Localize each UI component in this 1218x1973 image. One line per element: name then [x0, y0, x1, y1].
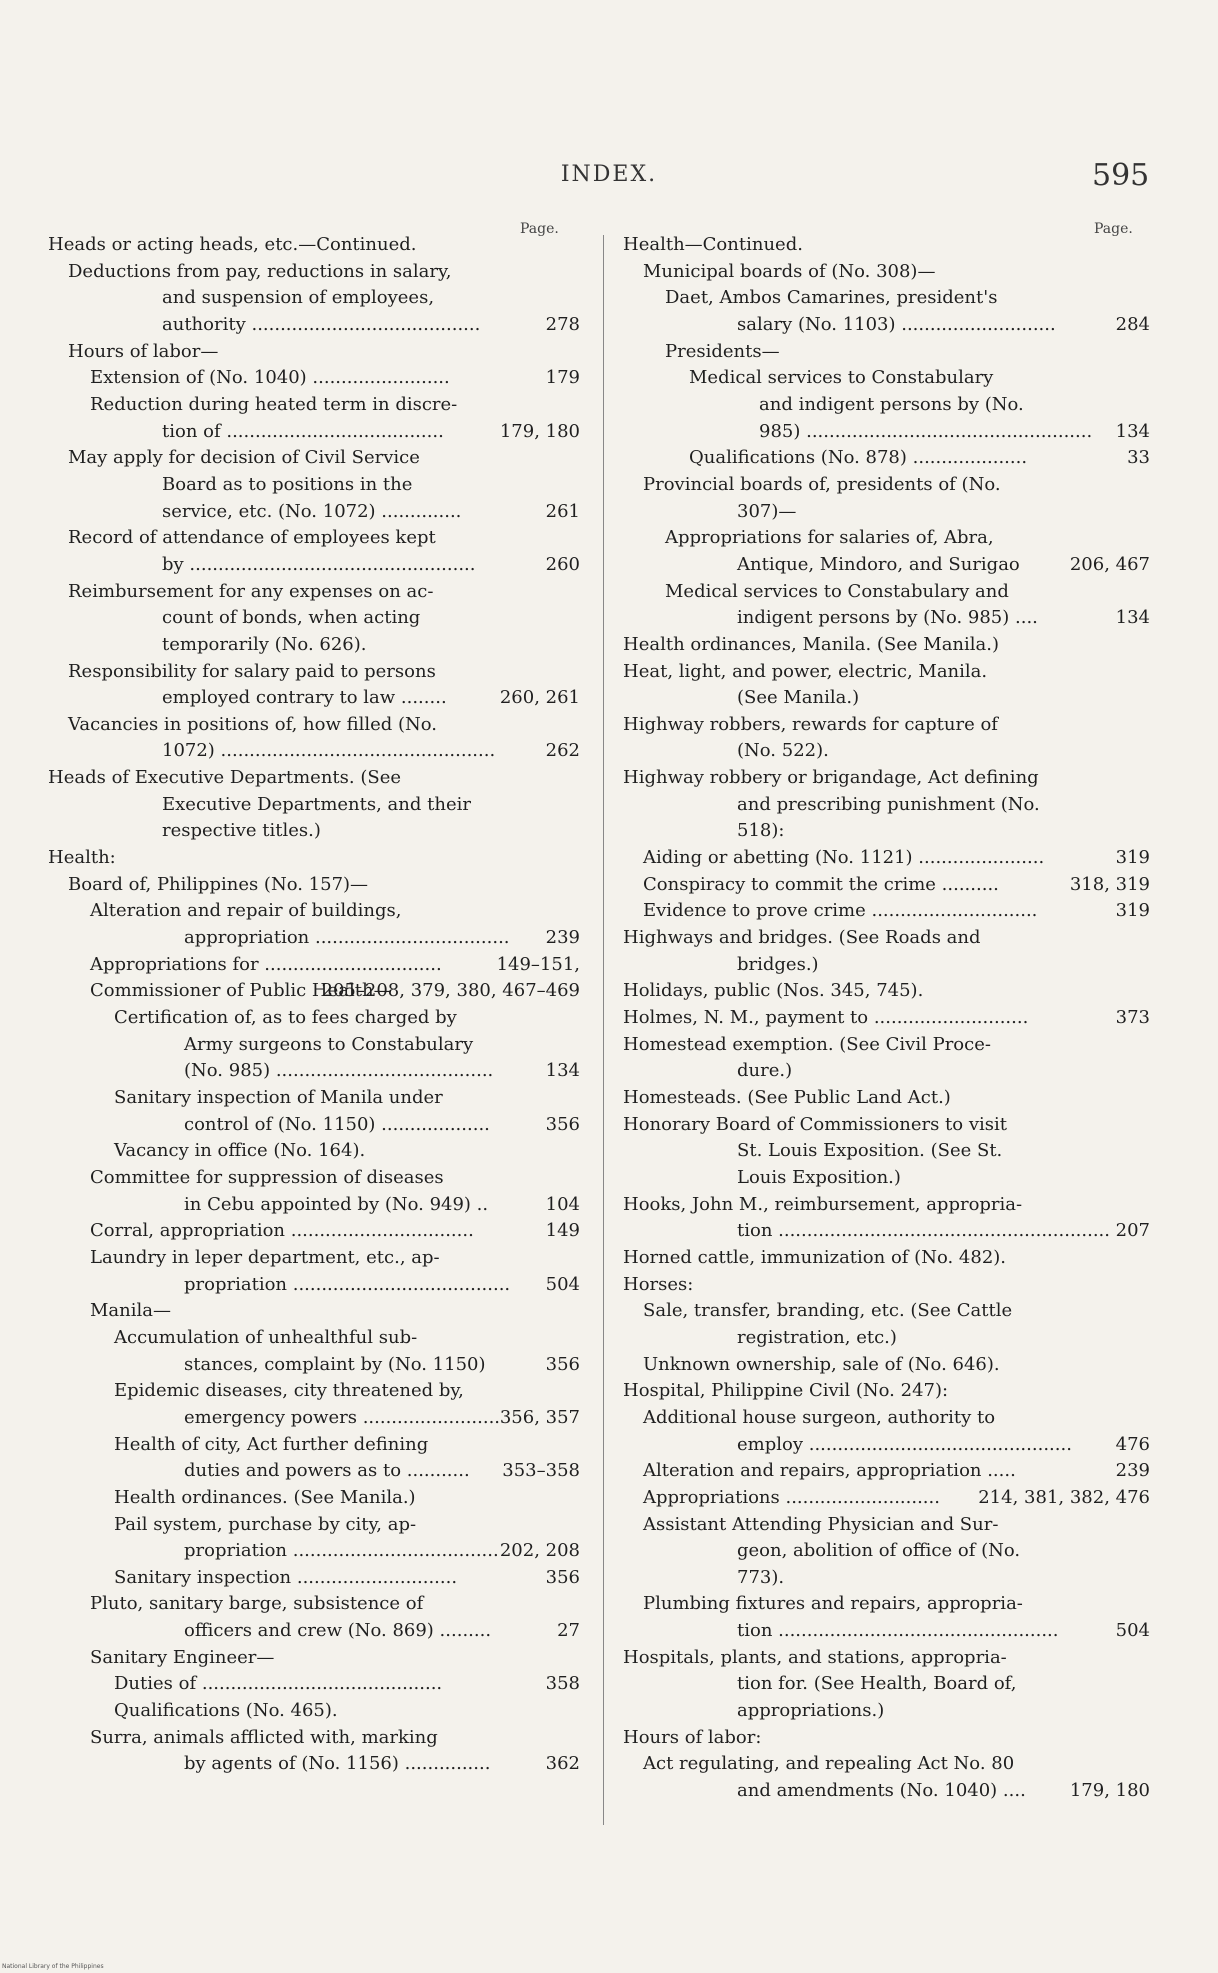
- index-entry-line: [623, 1298, 1150, 1325]
- entry-text: Horses:: [623, 1273, 694, 1295]
- index-entry-line: [48, 1218, 580, 1245]
- index-entry-line: [48, 605, 580, 632]
- entry-text: Alteration and repairs, appropriation .....: [643, 1460, 1016, 1482]
- entry-page-ref: 504: [545, 1273, 580, 1295]
- entry-page-ref: 318, 319: [1069, 873, 1150, 895]
- index-entry-line: [623, 472, 1150, 499]
- index-entry-line: [623, 898, 1150, 925]
- entry-text: Heat, light, and power, electric, Manila.: [623, 660, 988, 682]
- index-entry-line: [623, 1432, 1150, 1459]
- entry-text: geon, abolition of office of (No.: [737, 1540, 1021, 1562]
- entry-text: 307)—: [737, 500, 797, 522]
- entry-text: Horned cattle, immunization of (No. 482).: [623, 1246, 1007, 1268]
- entry-text: Reimbursement for any expenses on ac-: [68, 580, 434, 602]
- entry-text: Louis Exposition.): [737, 1166, 901, 1188]
- index-entry-line: [623, 712, 1150, 739]
- index-entry-line: [48, 1725, 580, 1752]
- entry-text: duties and powers as to ...........: [184, 1460, 470, 1482]
- index-entry-line: [623, 1352, 1150, 1379]
- index-entry-line: [48, 1671, 580, 1698]
- entry-text: tion ..........................................................: [737, 1220, 1110, 1242]
- entry-text: Highway robbers, rewards for capture of: [623, 713, 998, 735]
- entry-text: Heads or acting heads, etc.—Continued.: [48, 234, 417, 255]
- entry-page-ref: 206, 467: [1069, 553, 1150, 575]
- index-entry-line: [623, 1458, 1150, 1485]
- entry-page-ref: 373: [1115, 1007, 1150, 1029]
- index-entry-line: [48, 712, 580, 739]
- index-entry-line: [48, 445, 580, 472]
- entry-text: Conspiracy to commit the crime ..........: [643, 873, 999, 895]
- index-entry-line: [48, 898, 580, 925]
- entry-text: Health of city, Act further defining: [114, 1433, 429, 1455]
- index-entry-line: [623, 1591, 1150, 1618]
- index-entry-line: [48, 1378, 580, 1405]
- index-entry-line: [48, 1618, 580, 1645]
- index-entry-line: [48, 1565, 580, 1592]
- entry-text: tion of ......................................: [162, 420, 444, 442]
- entry-text: Commissioner of Public Health—: [90, 980, 392, 1002]
- entry-text: Board as to positions in the: [162, 473, 413, 495]
- page-number: 595: [1092, 158, 1150, 193]
- index-entry-line: [623, 1618, 1150, 1645]
- entry-text: and amendments (No. 1040) ....: [737, 1780, 1026, 1802]
- index-entry-line: [48, 525, 580, 552]
- index-entry-line: [623, 1512, 1150, 1539]
- index-entry-line: [48, 579, 580, 606]
- entry-text: Responsibility for salary paid to persons: [68, 660, 436, 682]
- entry-page-ref: 239: [1115, 1460, 1150, 1482]
- index-entry-line: [48, 339, 580, 366]
- index-entry-line: [623, 1485, 1150, 1512]
- index-entry-line: [48, 1005, 580, 1032]
- entry-text: Evidence to prove crime .............................: [643, 900, 1038, 922]
- index-entry-line: [48, 1591, 580, 1618]
- index-entry-line: [623, 1778, 1150, 1805]
- entry-text: temporarily (No. 626).: [162, 633, 367, 655]
- index-entry-line: [623, 632, 1150, 659]
- page-column-label-right: Page.: [1094, 221, 1133, 237]
- entry-text: by agents of (No. 1156) ...............: [184, 1753, 491, 1775]
- index-entry-line: [623, 1725, 1150, 1752]
- entry-text: Heads of Executive Departments. (See: [48, 767, 401, 789]
- entry-text: tion for. (See Health, Board of,: [737, 1673, 1017, 1695]
- index-entry-line: [623, 1378, 1150, 1405]
- entry-text: 985) ..................................................: [759, 420, 1093, 442]
- entry-text: 518):: [737, 820, 785, 842]
- index-entry-line: [48, 1645, 580, 1672]
- index-entry-line: [48, 1032, 580, 1059]
- entry-page-ref: 134: [545, 1060, 580, 1082]
- entry-page-ref: 179: [545, 367, 580, 389]
- entry-text: Pail system, purchase by city, ap-: [114, 1513, 417, 1535]
- entry-text: Deductions from pay, reductions in salary,: [68, 260, 452, 282]
- entry-text: propriation ....................................: [184, 1540, 499, 1562]
- entry-text: Medical services to Constabulary: [689, 367, 994, 389]
- entry-text: Health ordinances, Manila. (See Manila.): [623, 633, 1000, 655]
- index-entry-line: [623, 365, 1150, 392]
- entry-text: registration, etc.): [737, 1326, 897, 1348]
- entry-page-ref: 33: [1127, 447, 1150, 469]
- entry-text: Presidents—: [665, 340, 780, 362]
- index-entry-line: [48, 232, 580, 259]
- entry-text: Appropriations ...........................: [643, 1486, 940, 1508]
- index-entry-line: [623, 685, 1150, 712]
- entry-text: indigent persons by (No. 985) ....: [737, 607, 1038, 629]
- index-entry-line: [48, 1058, 580, 1085]
- entry-text: Health ordinances. (See Manila.): [114, 1486, 416, 1508]
- entry-text: Act regulating, and repealing Act No. 80: [643, 1753, 1015, 1775]
- index-entry-line: [48, 1698, 580, 1725]
- index-entry-line: [48, 285, 580, 312]
- entry-text: employ ..............................................: [737, 1433, 1072, 1455]
- entry-text: respective titles.): [162, 820, 321, 842]
- entry-text: Army surgeons to Constabulary: [184, 1033, 474, 1055]
- entry-text: Hours of labor:: [623, 1726, 762, 1748]
- entry-text: Sanitary inspection of Manila under: [114, 1087, 443, 1108]
- index-entry-line: [623, 605, 1150, 632]
- entry-text: by ..................................................: [162, 553, 476, 575]
- entry-text: Appropriations for salaries of, Abra,: [665, 527, 994, 549]
- footer-credit: National Library of the Philippines: [2, 1963, 104, 1970]
- entry-text: (No. 985) ......................................: [184, 1060, 494, 1082]
- index-entry-line: [623, 312, 1150, 339]
- index-entry-line: [48, 312, 580, 339]
- entry-text: Appropriations for ...............................: [90, 953, 442, 975]
- index-entry-line: [623, 1112, 1150, 1139]
- entry-text: appropriation ..................................: [184, 927, 510, 949]
- index-entry-line: [48, 1751, 580, 1778]
- entry-text: control of (No. 1150) ...................: [184, 1113, 490, 1135]
- entry-text: May apply for decision of Civil Service: [68, 447, 420, 469]
- index-entry-line: [623, 1058, 1150, 1085]
- entry-page-ref: 356, 357: [499, 1406, 580, 1428]
- entry-text: Vacancies in positions of, how filled (No.: [68, 713, 438, 735]
- entry-page-ref: 356: [545, 1566, 580, 1588]
- entry-text: and indigent persons by (No.: [759, 393, 1024, 415]
- entry-text: Provincial boards of, presidents of (No.: [643, 473, 1001, 495]
- index-heading: INDEX.: [560, 162, 658, 187]
- index-entry-line: [48, 1538, 580, 1565]
- index-entry-line: [48, 1165, 580, 1192]
- entry-page-ref: 262: [545, 740, 580, 762]
- entry-page-ref: 260: [545, 553, 580, 575]
- entry-text: Assistant Attending Physician and Sur-: [643, 1513, 999, 1535]
- index-entry-line: [623, 1192, 1150, 1219]
- index-entry-line: [48, 392, 580, 419]
- entry-text: Holmes, N. M., payment to ...........................: [623, 1007, 1029, 1029]
- entry-text: Highway robbery or brigandage, Act defining: [623, 767, 1039, 789]
- index-entry-line: [623, 1138, 1150, 1165]
- entry-text: emergency powers ........................: [184, 1406, 501, 1428]
- entry-text: Executive Departments, and their: [162, 793, 471, 815]
- entry-page-ref: 239: [545, 927, 580, 949]
- index-entry-line: [623, 419, 1150, 446]
- index-entry-line: [48, 1325, 580, 1352]
- index-entry-line: [623, 392, 1150, 419]
- right-index-column: [623, 232, 1150, 1805]
- entry-page-ref: 356: [545, 1353, 580, 1375]
- entry-text: (See Manila.): [737, 687, 860, 709]
- entry-text: Honorary Board of Commissioners to visit: [623, 1113, 1007, 1135]
- entry-page-ref: 134: [1115, 607, 1150, 629]
- entry-text: Plumbing fixtures and repairs, appropria-: [643, 1593, 1023, 1615]
- index-entry-line: [48, 1245, 580, 1272]
- index-entry-line: [623, 1032, 1150, 1059]
- entry-text: Manila—: [90, 1300, 171, 1322]
- entry-page-ref: 504: [1115, 1620, 1150, 1642]
- index-entry-line: [623, 259, 1150, 286]
- entry-text: Hours of labor—: [68, 340, 219, 362]
- entry-text: Certification of, as to fees charged by: [114, 1007, 457, 1029]
- entry-text: Antique, Mindoro, and Surigao: [737, 553, 1020, 575]
- page-column-label-left: Page.: [520, 221, 559, 237]
- index-entry-line: [48, 792, 580, 819]
- index-entry-line: [48, 499, 580, 526]
- index-entry-line: [48, 1485, 580, 1512]
- entry-text: tion .................................................: [737, 1620, 1059, 1642]
- entry-text: Holidays, public (Nos. 345, 745).: [623, 980, 924, 1002]
- index-entry-line: [48, 925, 580, 952]
- index-entry-line: [48, 1298, 580, 1325]
- entry-text: Pluto, sanitary barge, subsistence of: [90, 1593, 424, 1615]
- column-divider: [603, 235, 604, 1825]
- index-entry-line: [623, 925, 1150, 952]
- index-entry-line: [623, 552, 1150, 579]
- entry-text: Sale, transfer, branding, etc. (See Cattle: [643, 1300, 1013, 1322]
- index-entry-line: [48, 845, 580, 872]
- index-entry-line: [48, 472, 580, 499]
- entry-page-ref: 284: [1115, 313, 1150, 335]
- entry-text: count of bonds, when acting: [162, 607, 421, 629]
- entry-page-ref: 179, 180: [1069, 1780, 1150, 1802]
- entry-text: service, etc. (No. 1072) ..............: [162, 500, 462, 522]
- index-entry-line: [623, 1698, 1150, 1725]
- index-entry-line: [48, 818, 580, 845]
- entry-text: Health—Continued.: [623, 234, 803, 255]
- entry-text: bridges.): [737, 953, 819, 975]
- entry-page-ref: 356: [545, 1113, 580, 1135]
- entry-text: Record of attendance of employees kept: [68, 527, 436, 549]
- index-entry-line: [48, 1432, 580, 1459]
- entry-text: Board of, Philippines (No. 157)—: [68, 873, 369, 895]
- entry-text: authority ........................................: [162, 313, 481, 335]
- index-entry-line: [48, 552, 580, 579]
- index-entry-line: [48, 952, 580, 979]
- entry-page-ref: 149: [545, 1220, 580, 1242]
- index-entry-line: [48, 738, 580, 765]
- index-entry-line: [623, 1671, 1150, 1698]
- entry-page-ref: 358: [545, 1673, 580, 1695]
- entry-text: 773).: [737, 1566, 785, 1588]
- entry-text: appropriations.): [737, 1700, 885, 1722]
- entry-text: Extension of (No. 1040) ........................: [90, 367, 450, 389]
- index-entry-line: [623, 232, 1150, 259]
- entry-text: in Cebu appointed by (No. 949) ..: [184, 1193, 489, 1215]
- index-entry-line: [623, 818, 1150, 845]
- index-entry-line: [623, 285, 1150, 312]
- entry-page-ref: 202, 208: [499, 1540, 580, 1562]
- entry-text: Sanitary inspection ............................: [114, 1566, 458, 1588]
- index-entry-line: [48, 1272, 580, 1299]
- entry-text: propriation ......................................: [184, 1273, 511, 1295]
- index-entry-line: [623, 1272, 1150, 1299]
- index-entry-line: [48, 259, 580, 286]
- entry-text: Reduction during heated term in discre-: [90, 393, 458, 415]
- entry-page-ref: 134: [1115, 420, 1150, 442]
- entry-text: Vacancy in office (No. 164).: [114, 1140, 366, 1162]
- entry-page-ref: 260, 261: [499, 687, 580, 709]
- index-entry-line: [623, 845, 1150, 872]
- index-entry-line: [623, 1751, 1150, 1778]
- index-entry-line: [623, 1218, 1150, 1245]
- entry-page-ref: 205–208, 379, 380, 467–469: [321, 980, 580, 1002]
- entry-text: Hospital, Philippine Civil (No. 247):: [623, 1380, 949, 1402]
- entry-text: Health:: [48, 847, 116, 869]
- index-entry-line: [623, 499, 1150, 526]
- index-entry-line: [48, 1512, 580, 1539]
- entry-text: officers and crew (No. 869) .........: [184, 1620, 492, 1642]
- index-entry-line: [48, 1192, 580, 1219]
- entry-text: Committee for suppression of diseases: [90, 1166, 444, 1188]
- entry-page-ref: 353–358: [502, 1460, 580, 1482]
- entry-page-ref: 476: [1115, 1433, 1150, 1455]
- entry-text: and prescribing punishment (No.: [737, 793, 1040, 815]
- entry-page-ref: 278: [545, 313, 580, 335]
- index-entry-line: [48, 1112, 580, 1139]
- entry-text: Hooks, John M., reimbursement, appropria-: [623, 1193, 1023, 1215]
- entry-page-ref: 319: [1115, 847, 1150, 869]
- entry-text: Epidemic diseases, city threatened by,: [114, 1380, 464, 1402]
- index-entry-line: [623, 1405, 1150, 1432]
- index-entry-line: [623, 952, 1150, 979]
- index-entry-line: [48, 765, 580, 792]
- entry-text: Qualifications (No. 878) ....................: [689, 447, 1028, 469]
- index-entry-line: [48, 1085, 580, 1112]
- entry-page-ref: 149–151,: [496, 953, 580, 975]
- index-entry-line: [48, 419, 580, 446]
- entry-text: stances, complaint by (No. 1150): [184, 1353, 486, 1375]
- index-entry-line: [623, 339, 1150, 366]
- index-entry-line: [623, 765, 1150, 792]
- entry-text: Unknown ownership, sale of (No. 646).: [643, 1353, 1000, 1375]
- index-entry-line: [623, 1325, 1150, 1352]
- entry-text: Municipal boards of (No. 308)—: [643, 260, 936, 282]
- index-entry-line: [623, 1565, 1150, 1592]
- index-entry-line: [48, 632, 580, 659]
- index-entry-line: [48, 872, 580, 899]
- index-entry-line: [623, 445, 1150, 472]
- index-entry-line: [623, 1645, 1150, 1672]
- entry-page-ref: 207: [1115, 1220, 1150, 1242]
- entry-text: Duties of ..........................................: [114, 1673, 443, 1695]
- index-entry-line: [623, 1245, 1150, 1272]
- index-entry-line: [48, 365, 580, 392]
- entry-page-ref: 104: [545, 1193, 580, 1215]
- entry-text: Hospitals, plants, and stations, appropria-: [623, 1646, 1007, 1668]
- entry-text: Homestead exemption. (See Civil Proce-: [623, 1033, 991, 1055]
- entry-text: Surra, animals afflicted with, marking: [90, 1726, 438, 1748]
- index-entry-line: [623, 1005, 1150, 1032]
- entry-text: Medical services to Constabulary and: [665, 580, 1009, 602]
- entry-text: (No. 522).: [737, 740, 829, 762]
- left-index-column: [48, 232, 580, 1778]
- entry-page-ref: 261: [545, 500, 580, 522]
- entry-page-ref: 27: [557, 1620, 580, 1642]
- entry-text: St. Louis Exposition. (See St.: [737, 1140, 1003, 1162]
- index-entry-line: [623, 1165, 1150, 1192]
- index-entry-line: [48, 659, 580, 686]
- entry-text: Homesteads. (See Public Land Act.): [623, 1087, 951, 1108]
- index-entry-line: [48, 1352, 580, 1379]
- entry-text: Alteration and repair of buildings,: [90, 900, 402, 922]
- entry-page-ref: 319: [1115, 900, 1150, 922]
- index-entry-line: [623, 872, 1150, 899]
- entry-text: Aiding or abetting (No. 1121) ......................: [643, 847, 1045, 869]
- index-entry-line: [48, 1458, 580, 1485]
- entry-text: Qualifications (No. 465).: [114, 1700, 338, 1722]
- entry-text: Daet, Ambos Camarines, president's: [665, 287, 998, 309]
- index-entry-line: [48, 685, 580, 712]
- entry-text: dure.): [737, 1060, 793, 1082]
- index-entry-line: [623, 792, 1150, 819]
- index-entry-line: [48, 1405, 580, 1432]
- entry-text: salary (No. 1103) ...........................: [737, 313, 1056, 335]
- entry-text: Accumulation of unhealthful sub-: [114, 1326, 418, 1348]
- index-entry-line: [48, 978, 580, 1005]
- index-entry-line: [623, 659, 1150, 686]
- entry-page-ref: 362: [545, 1753, 580, 1775]
- index-entry-line: [623, 1538, 1150, 1565]
- entry-page-ref: 179, 180: [499, 420, 580, 442]
- entry-text: Highways and bridges. (See Roads and: [623, 927, 981, 949]
- index-entry-line: [623, 579, 1150, 606]
- entry-text: 1072) ................................................: [162, 740, 496, 762]
- entry-text: and suspension of employees,: [162, 287, 435, 309]
- index-entry-line: [623, 1085, 1150, 1112]
- index-entry-line: [623, 978, 1150, 1005]
- index-entry-line: [623, 738, 1150, 765]
- index-entry-line: [48, 1138, 580, 1165]
- entry-text: Corral, appropriation ................................: [90, 1220, 474, 1242]
- index-entry-line: [623, 525, 1150, 552]
- entry-text: Additional house surgeon, authority to: [643, 1406, 996, 1428]
- entry-text: Sanitary Engineer—: [90, 1646, 275, 1668]
- entry-text: Laundry in leper department, etc., ap-: [90, 1246, 440, 1268]
- entry-text: employed contrary to law ........: [162, 687, 447, 709]
- entry-page-ref: 214, 381, 382, 476: [978, 1486, 1150, 1508]
